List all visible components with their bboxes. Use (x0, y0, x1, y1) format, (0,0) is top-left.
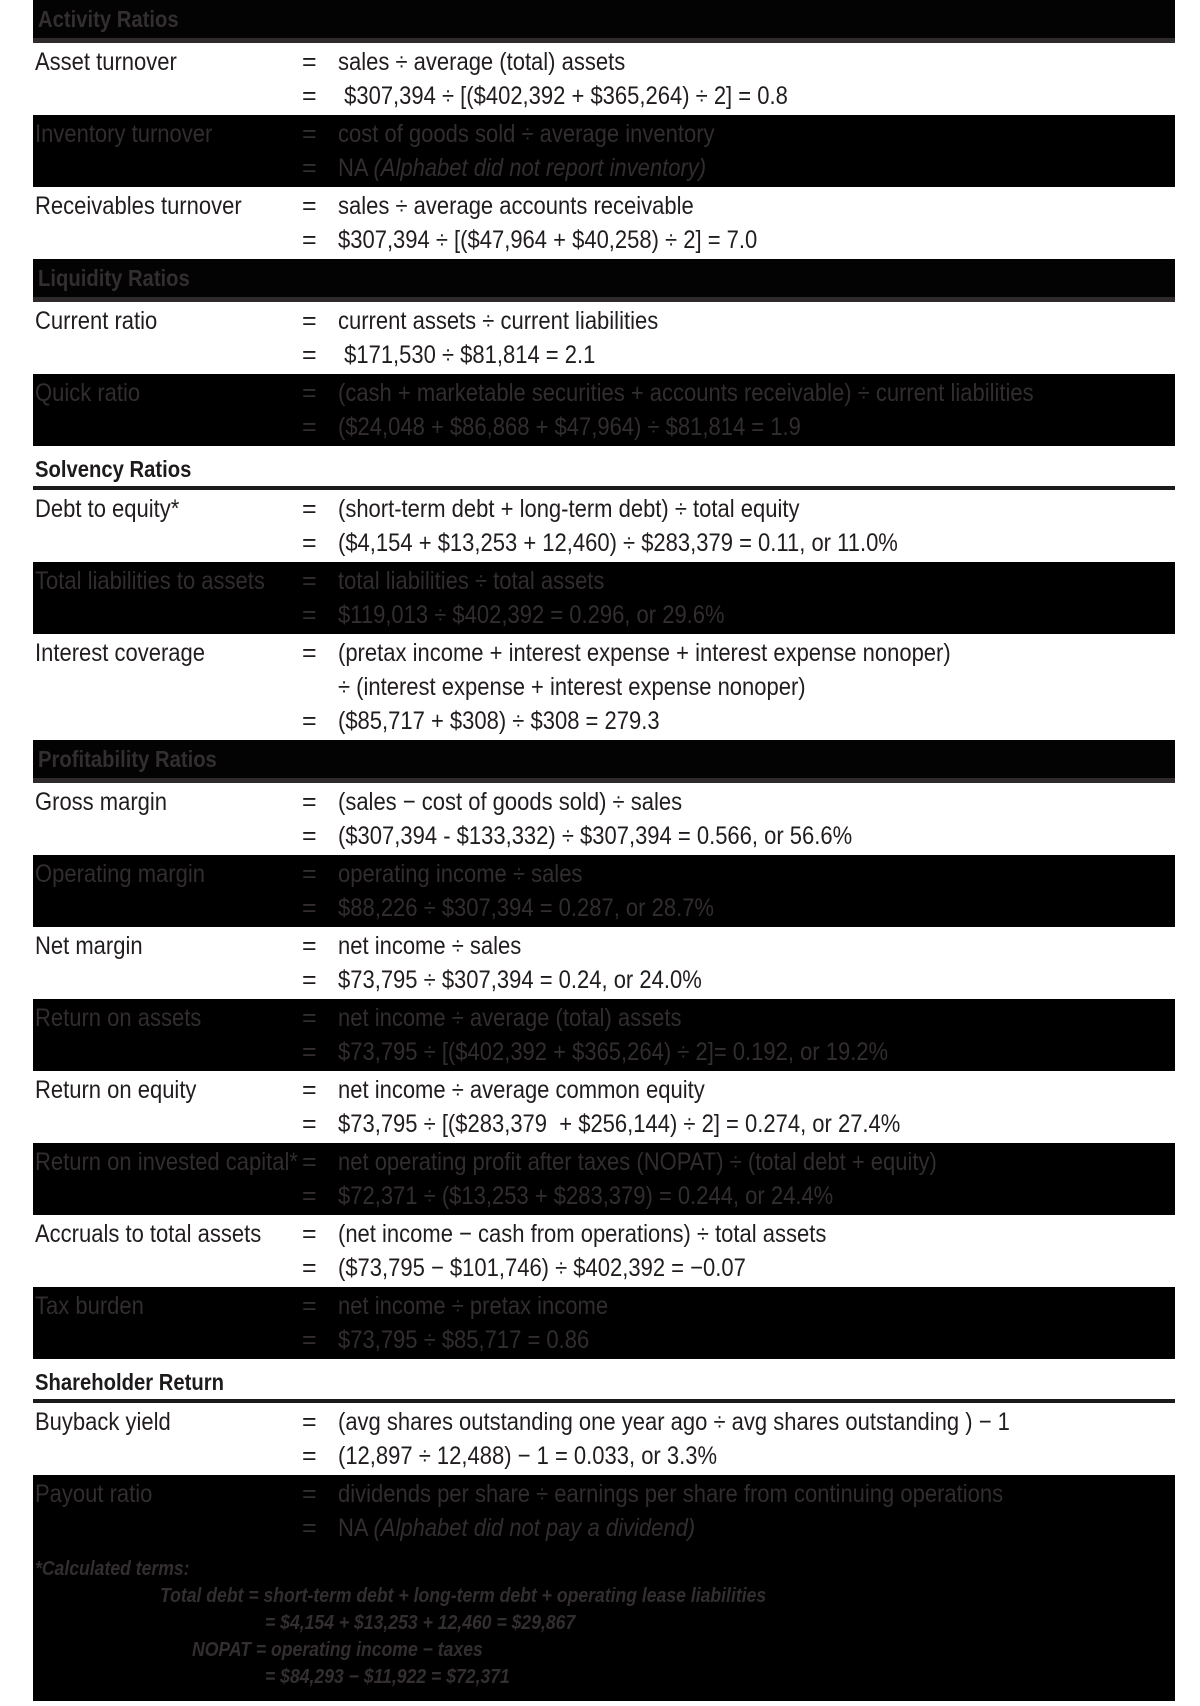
ratio-label-text: Total liabilities to assets (35, 567, 265, 595)
formula-line (336, 785, 1175, 819)
section-band-label: Activity Ratios (38, 5, 179, 32)
ratio-row-return-on-invested-capital (33, 1143, 1175, 1215)
section-band-profitability-ratios (33, 740, 1175, 783)
equals-sign: = (302, 48, 317, 76)
formula-line (336, 304, 1175, 338)
formula-text: NA (Alphabet did not pay a dividend) (338, 1514, 696, 1542)
formula-text: net income ÷ pretax income (338, 1292, 609, 1320)
formula-text: $307,394 ÷ [($47,964 + $40,258) ÷ 2] = 7.0 (338, 226, 758, 254)
ratio-label-text: Inventory turnover (35, 120, 213, 148)
formula-line (336, 1251, 1175, 1285)
formula-text: net income ÷ sales (338, 932, 522, 960)
equals-sign: = (302, 154, 317, 182)
equals-sign: = (302, 1182, 317, 1210)
ratio-label-text: Buyback yield (35, 1408, 171, 1436)
equals-sign: = (302, 1408, 317, 1436)
formula-line (336, 117, 1175, 151)
formula-line (336, 376, 1175, 410)
ratio-label-text: Asset turnover (35, 48, 177, 76)
ratio-row-total-liabilities-to-assets (33, 562, 1175, 634)
ratio-row-debt-to-equity (33, 490, 1175, 562)
ratio-row-return-on-equity (33, 1071, 1175, 1143)
formula-line (336, 1073, 1175, 1107)
ratio-label (33, 304, 296, 338)
ratio-row-operating-margin (33, 855, 1175, 927)
equals-sign: = (302, 495, 317, 523)
ratio-row-gross-margin (33, 783, 1175, 855)
formula-text: ($85,717 + $308) ÷ $308 = 279.3 (338, 707, 660, 735)
footnote-line-text: *Calculated terms: (35, 1558, 190, 1580)
footnote-line (192, 1637, 1175, 1664)
ratio-label (33, 636, 296, 670)
equals-sign: = (302, 1220, 317, 1248)
formula-line (336, 636, 1175, 670)
formula-text: (12,897 ÷ 12,488) − 1 = 0.033, or 3.3% (338, 1442, 718, 1470)
ratio-row-tax-burden (33, 1287, 1175, 1359)
formula-line (336, 704, 1175, 738)
equals-sign: = (302, 639, 317, 667)
formula-text: ($4,154 + $13,253 + 12,460) ÷ $283,379 = 0.11, or 11.0% (338, 529, 898, 557)
section-header-shareholder-return (33, 1359, 1175, 1403)
formula-line (336, 1511, 1175, 1545)
ratio-label (33, 492, 296, 526)
ratio-label-text: Return on equity (35, 1076, 197, 1104)
formula-line (336, 598, 1175, 632)
formula-line (336, 1145, 1175, 1179)
ratio-label-text: Receivables turnover (35, 192, 242, 220)
formula-text: sales ÷ average accounts receivable (338, 192, 694, 220)
footnote-line-text: = $4,154 + $13,253 + 12,460 = $29,867 (265, 1612, 576, 1634)
equals-sign: = (302, 1326, 317, 1354)
ratio-label (33, 1145, 296, 1179)
formula-line (336, 670, 1175, 704)
formula-text: ($73,795 − $101,746) ÷ $402,392 = −0.07 (338, 1254, 746, 1282)
ratio-label-text: Accruals to total assets (35, 1220, 262, 1248)
equals-sign: = (302, 1148, 317, 1176)
formula-line (336, 410, 1175, 444)
ratio-row-accruals-to-total-assets (33, 1215, 1175, 1287)
footnote-line (265, 1610, 1175, 1637)
ratio-label (33, 785, 296, 819)
formula-text: net income ÷ average common equity (338, 1076, 705, 1104)
formula-line (336, 223, 1175, 257)
ratio-table (33, 0, 1175, 1701)
equals-sign: = (302, 1480, 317, 1508)
formula-text: total liabilities ÷ total assets (338, 567, 605, 595)
formula-line (336, 929, 1175, 963)
ratio-label-text: Tax burden (35, 1292, 144, 1320)
equals-sign: = (302, 822, 317, 850)
ratio-label (33, 564, 296, 598)
equals-sign: = (302, 788, 317, 816)
equals-sign: = (302, 1292, 317, 1320)
formula-line (336, 1405, 1175, 1439)
ratio-row-payout-ratio (33, 1475, 1175, 1547)
ratio-row-asset-turnover (33, 43, 1175, 115)
formula-text: $72,371 ÷ ($13,253 + $283,379) = 0.244, or 24.4% (338, 1182, 834, 1210)
formula-line (336, 1001, 1175, 1035)
ratio-label (33, 117, 296, 151)
equals-sign: = (302, 529, 317, 557)
formula-text: $73,795 ÷ $307,394 = 0.24, or 24.0% (338, 966, 702, 994)
equals-sign: = (302, 601, 317, 629)
formula-italic-note: (Alphabet did not pay a dividend) (373, 1514, 696, 1542)
equals-sign: = (302, 860, 317, 888)
ratio-label-text: Net margin (35, 932, 143, 960)
ratio-row-quick-ratio (33, 374, 1175, 446)
equals-sign (296, 670, 336, 704)
equals-sign: = (302, 1038, 317, 1066)
formula-text: net income ÷ average (total) assets (338, 1004, 682, 1032)
formula-text: dividends per share ÷ earnings per share from continuing operations (338, 1480, 1004, 1508)
ratio-label-text: Debt to equity* (35, 495, 180, 523)
footnote-line-text: Total debt = short-term debt + long-term debt + operating lease liabilities (160, 1585, 767, 1607)
formula-text: $73,795 ÷ [($402,392 + $365,264) ÷ 2]= 0.192, or 19.2% (338, 1038, 889, 1066)
formula-text: operating income ÷ sales (338, 860, 583, 888)
formula-line (336, 1439, 1175, 1473)
equals-sign: = (302, 120, 317, 148)
ratio-label-text: Operating margin (35, 860, 205, 888)
equals-sign: = (302, 226, 317, 254)
formula-line (336, 1477, 1175, 1511)
footnote-line-text: = $84,293 − $11,922 = $72,371 (265, 1666, 510, 1688)
formula-text: (short-term debt + long-term debt) ÷ total equity (338, 495, 800, 523)
ratio-label (33, 189, 296, 223)
equals-sign: = (302, 932, 317, 960)
ratio-label-text: Return on assets (35, 1004, 202, 1032)
formula-line (336, 189, 1175, 223)
formula-line (336, 45, 1175, 79)
ratio-row-net-margin (33, 927, 1175, 999)
formula-line (336, 1289, 1175, 1323)
equals-sign: = (302, 307, 317, 335)
formula-text: (avg shares outstanding one year ago ÷ avg shares outstanding ) − 1 (338, 1408, 1010, 1436)
formula-text: ÷ (interest expense + interest expense nonoper) (338, 673, 806, 701)
formula-text: sales ÷ average (total) assets (338, 48, 626, 76)
formula-line (336, 564, 1175, 598)
footnote (33, 1547, 1175, 1701)
ratio-row-return-on-assets (33, 999, 1175, 1071)
ratio-row-current-ratio (33, 302, 1175, 374)
ratio-label (33, 1289, 296, 1323)
equals-sign: = (302, 567, 317, 595)
formula-line (336, 1107, 1175, 1141)
ratio-row-inventory-turnover (33, 115, 1175, 187)
formula-text: $73,795 ÷ [($283,379 + $256,144) ÷ 2] = 0.274, or 27.4% (338, 1110, 901, 1138)
formula-line (336, 1035, 1175, 1069)
formula-text: $73,795 ÷ $85,717 = 0.86 (338, 1326, 590, 1354)
formula-line (336, 963, 1175, 997)
formula-text: ($24,048 + $86,868 + $47,964) ÷ $81,814 = 1.9 (338, 413, 801, 441)
formula-line (336, 891, 1175, 925)
formula-line (336, 338, 1175, 372)
formula-line (336, 857, 1175, 891)
footnote-line (160, 1583, 1175, 1610)
ratio-label-text: Quick ratio (35, 379, 141, 407)
ratio-label (33, 1477, 296, 1511)
ratio-label (33, 857, 296, 891)
section-band-activity-ratios (33, 0, 1175, 43)
ratio-label (33, 1001, 296, 1035)
ratio-label (33, 1217, 296, 1251)
ratio-label (33, 1405, 296, 1439)
formula-text: $171,530 ÷ $81,814 = 2.1 (338, 341, 596, 369)
formula-italic-note: (Alphabet did not report inventory) (373, 154, 707, 182)
formula-text: (pretax income + interest expense + interest expense nonoper) (338, 639, 951, 667)
equals-sign: = (302, 413, 317, 441)
ratio-label-text: Payout ratio (35, 1480, 153, 1508)
formula-text: $307,394 ÷ [($402,392 + $365,264) ÷ 2] = 0.8 (338, 82, 788, 110)
ratio-row-receivables-turnover (33, 187, 1175, 259)
formula-text: cost of goods sold ÷ average inventory (338, 120, 715, 148)
formula-line (336, 492, 1175, 526)
formula-line (336, 79, 1175, 113)
section-band-label: Profitability Ratios (38, 745, 217, 772)
footnote-line (265, 1664, 1175, 1691)
formula-text: (cash + marketable securities + accounts receivable) ÷ current liabilities (338, 379, 1034, 407)
ratio-label-text: Interest coverage (35, 639, 205, 667)
ratio-label (33, 45, 296, 79)
formula-text: current assets ÷ current liabilities (338, 307, 659, 335)
formula-line (336, 1323, 1175, 1357)
footnote-line-text: NOPAT = operating income − taxes (192, 1639, 483, 1661)
formula-text: (net income − cash from operations) ÷ total assets (338, 1220, 827, 1248)
formula-text: $88,226 ÷ $307,394 = 0.287, or 28.7% (338, 894, 714, 922)
formula-text: (sales − cost of goods sold) ÷ sales (338, 788, 683, 816)
equals-sign: = (302, 379, 317, 407)
section-header-solvency-ratios (33, 446, 1175, 490)
equals-sign: = (302, 707, 317, 735)
ratio-label (33, 376, 296, 410)
equals-sign: = (302, 1514, 317, 1542)
formula-line (336, 819, 1175, 853)
equals-sign: = (302, 894, 317, 922)
section-band-label: Liquidity Ratios (38, 264, 190, 291)
ratio-label-text: Return on invested capital* (35, 1148, 298, 1176)
equals-sign: = (302, 1004, 317, 1032)
formula-line (336, 1179, 1175, 1213)
section-header-label: Shareholder Return (35, 1369, 224, 1395)
formula-text: ($307,394 - $133,332) ÷ $307,394 = 0.566, or 56.6% (338, 822, 853, 850)
ratio-label (33, 1073, 296, 1107)
footnote-line (35, 1556, 1175, 1583)
formula-text: NA (Alphabet did not report inventory) (338, 154, 707, 182)
equals-sign: = (302, 192, 317, 220)
ratio-row-buyback-yield (33, 1403, 1175, 1475)
formula-line (336, 151, 1175, 185)
formula-line (336, 1217, 1175, 1251)
formula-text: $119,013 ÷ $402,392 = 0.296, or 29.6% (338, 601, 725, 629)
equals-sign: = (302, 341, 317, 369)
section-header-label: Solvency Ratios (35, 456, 192, 482)
equals-sign: = (302, 1442, 317, 1470)
equals-sign: = (302, 82, 317, 110)
equals-sign: = (302, 1254, 317, 1282)
equals-sign: = (302, 1076, 317, 1104)
ratio-row-interest-coverage (33, 634, 1175, 740)
section-band-liquidity-ratios (33, 259, 1175, 302)
equals-sign: = (302, 966, 317, 994)
ratio-label (33, 929, 296, 963)
ratio-label-text: Current ratio (35, 307, 158, 335)
formula-line (336, 526, 1175, 560)
equals-sign: = (302, 1110, 317, 1138)
formula-text: net operating profit after taxes (NOPAT) ÷ (total debt + equity) (338, 1148, 937, 1176)
ratio-label-text: Gross margin (35, 788, 168, 816)
